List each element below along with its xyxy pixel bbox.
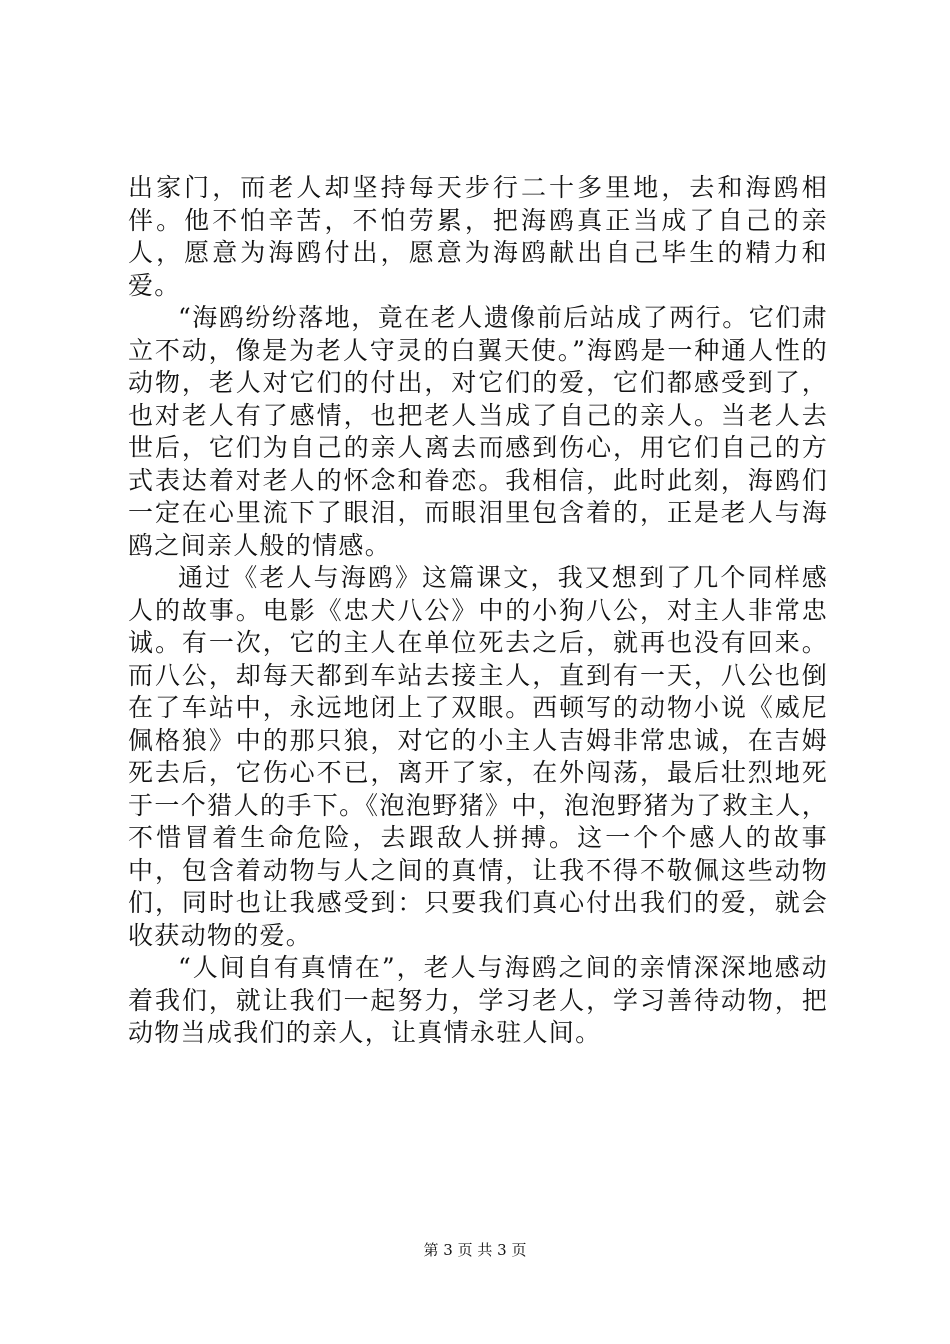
paragraph-animal-stories: 通过《老人与海鸥》这篇课文，我又想到了几个同样感人的故事。电影《忠犬八公》中的小狗八公，对主人非常忠诚。有一次，它的主人在单位死去之后，就再也没有回来。而八公，却每天都到车站去接主人，直到有一天，八公也倒在了车站中，永远地闭上了双眼。西顿写的动物小说《威尼佩格狼》中的那只狼，对它的小主人吉姆非常忠诚，在吉姆死去后，它伤心不已，离开了家，在外闯荡，最后壮烈地死于一个猎人的手下。《泡泡野猪》中，泡泡野猪为了救主人，不惜冒着生命危险，去跟敌人拼搏。这一个个感人的故事中，包含着动物与人之间的真情，让我不得不敬佩这些动物们，同时也让我感受到：只要我们真心付出我们的爱，就会收获动物的爱。 [128, 563, 828, 950]
paragraph-conclusion: “人间自有真情在”，老人与海鸥之间的亲情深深地感动着我们，就让我们一起努力，学习老人，学习善待动物，把动物当成我们的亲人，让真情永驻人间。 [128, 953, 828, 1047]
paragraph-continued: 出家门，而老人却坚持每天步行二十多里地，去和海鸥相伴。他不怕辛苦，不怕劳累，把海鸥真正当成了自己的亲人，愿意为海鸥付出，愿意为海鸥献出自己毕生的精力和爱。 [128, 173, 828, 300]
document-body [128, 172, 828, 1050]
page-number-footer: 第 3 页 共 3 页 [423, 1241, 527, 1259]
paragraph-seagull-vigil: “海鸥纷纷落地，竟在老人遗像前后站成了两行。它们肃立不动，像是为老人守灵的白翼天使。”海鸥是一种通人性的动物，老人对它们的付出，对它们的爱，它们都感受到了，也对老人有了感情，也把老人当成了自己的亲人。当老人去世后，它们为自己的亲人离去而感到伤心，用它们自己的方式表达着对老人的怀念和眷恋。我相信，此时此刻，海鸥们一定在心里流下了眼泪，而眼泪里包含着的，正是老人与海鸥之间亲人般的情感。 [128, 303, 828, 560]
